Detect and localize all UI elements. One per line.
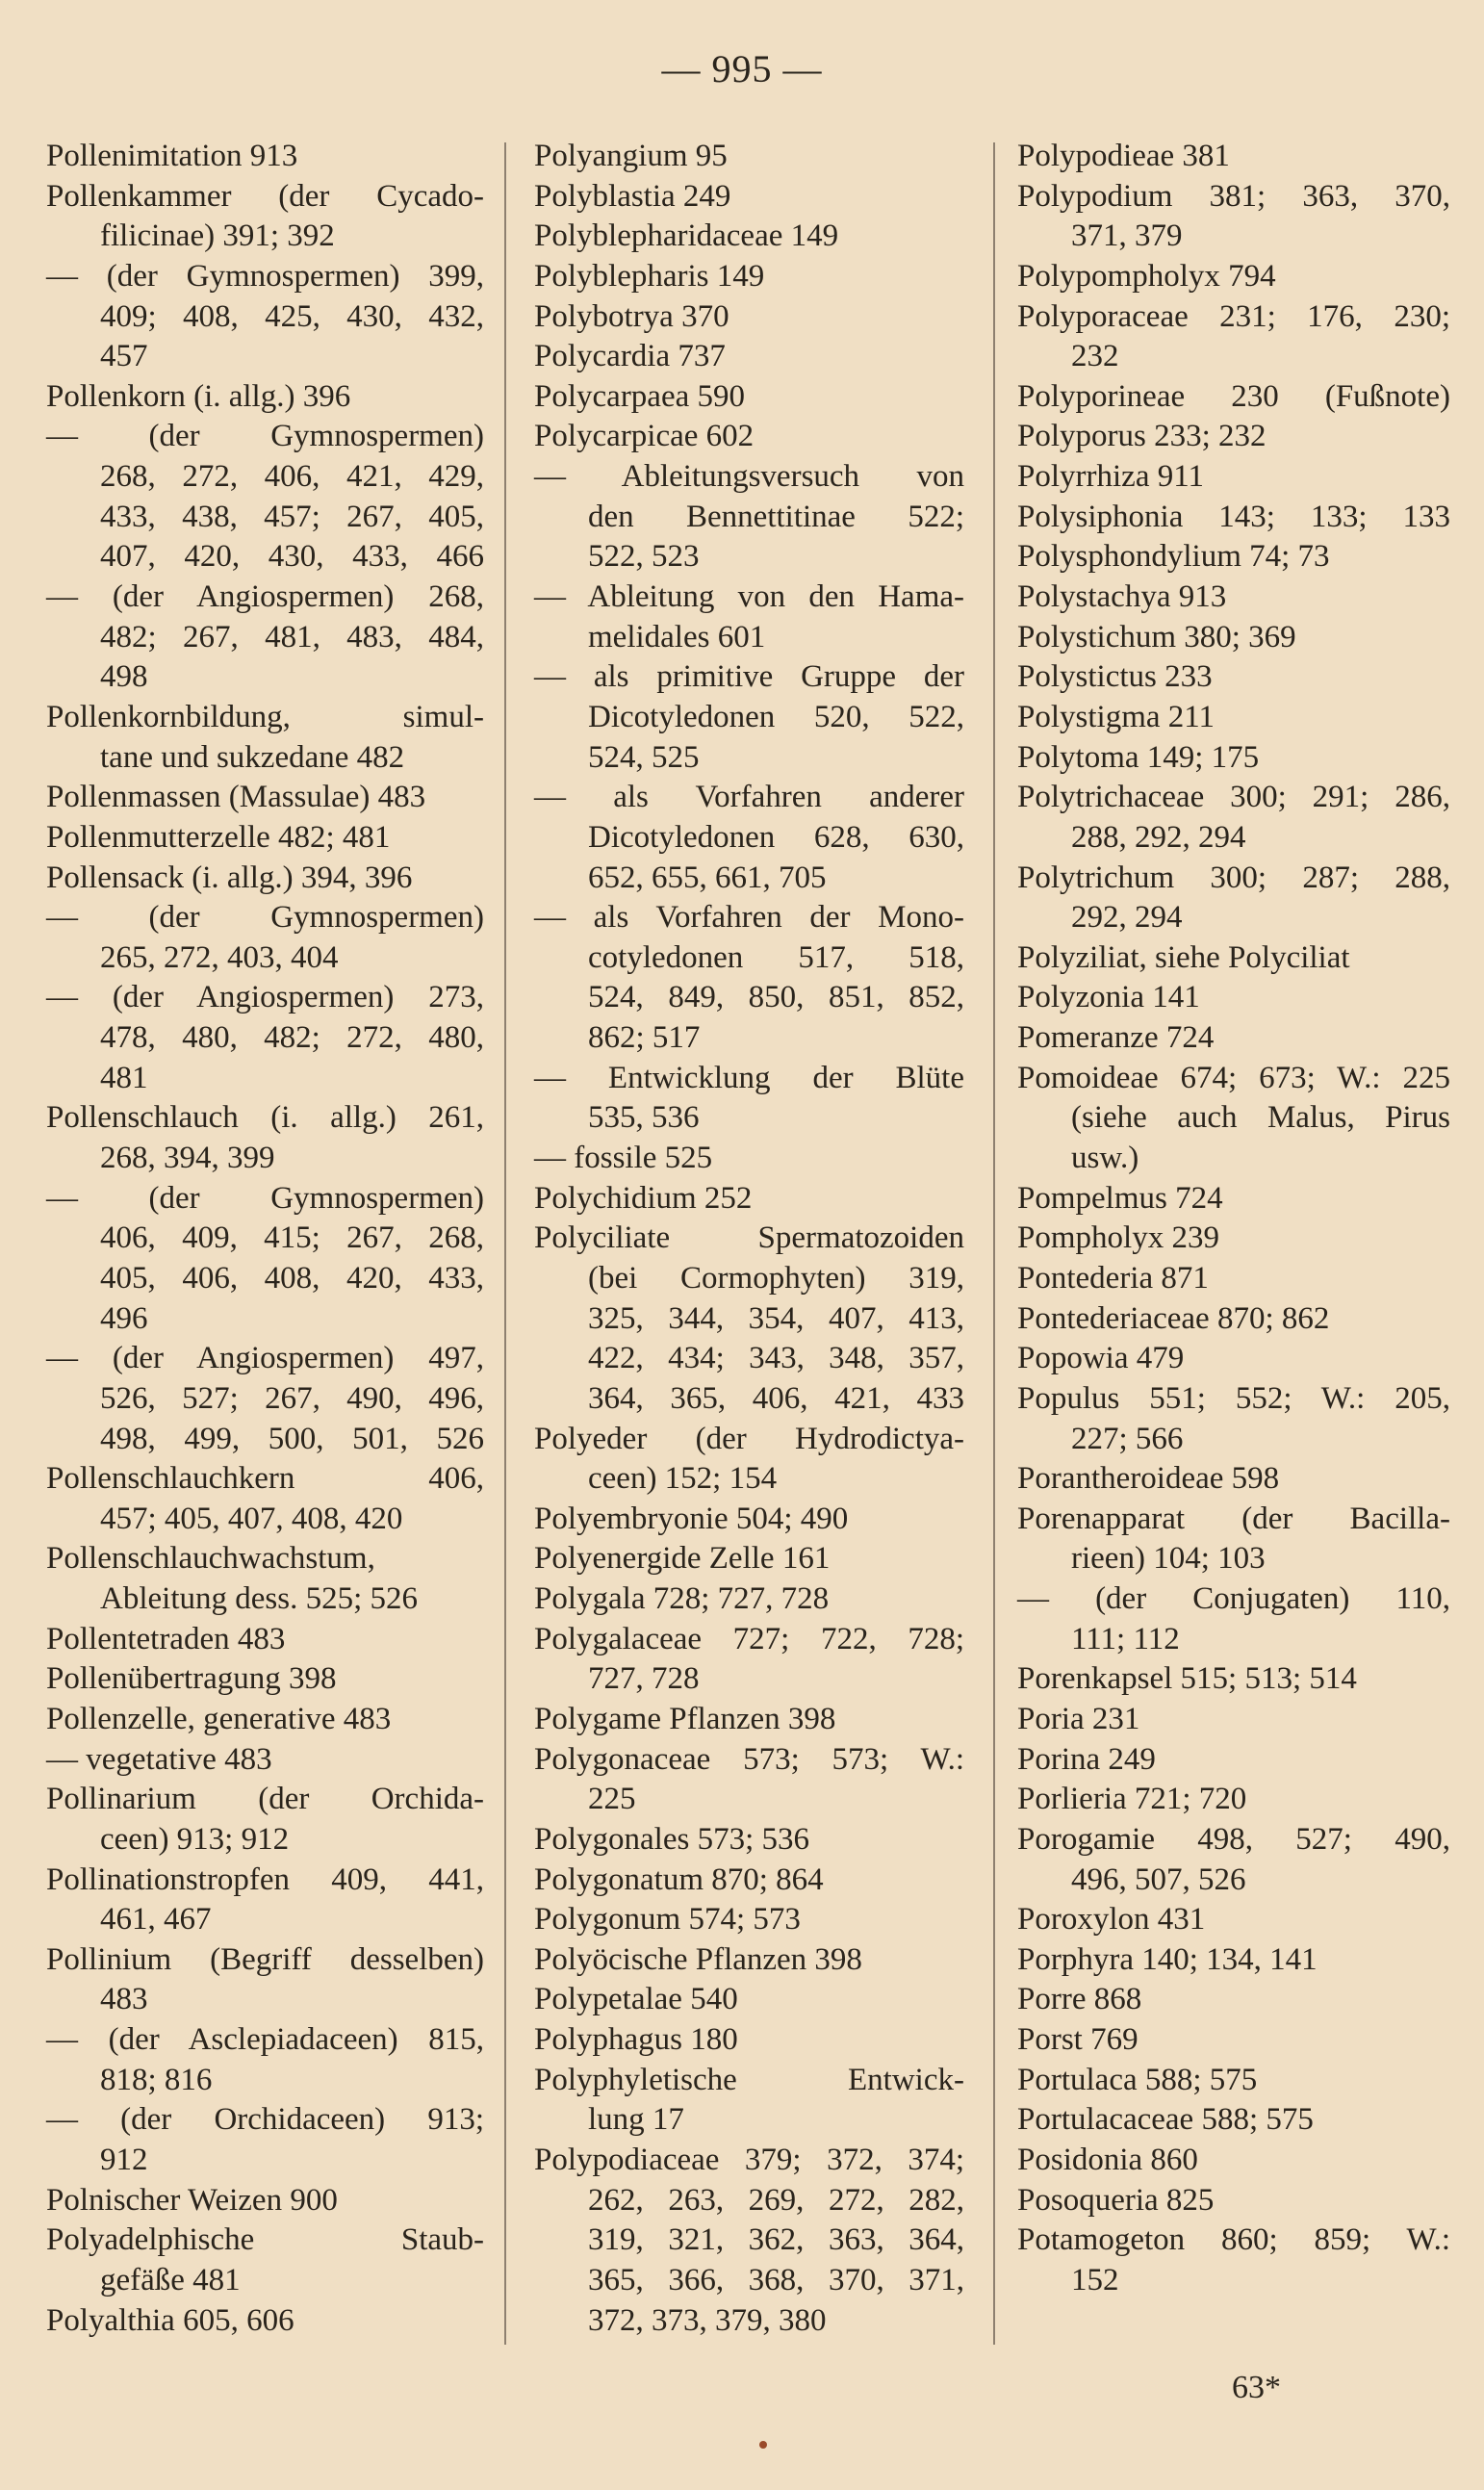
index-line: 912: [100, 2143, 148, 2178]
index-line: Pollenzelle, generative 483: [46, 1701, 392, 1736]
index-line: ceen) 913; 912: [100, 1821, 290, 1857]
index-line: 225: [588, 1782, 636, 1817]
index-line: 727, 728: [588, 1661, 700, 1697]
index-line: 364, 365, 406, 421, 433: [588, 1380, 964, 1416]
index-line: 862; 517: [588, 1020, 701, 1056]
index-line: — als Vorfahren der Mono-: [534, 900, 964, 936]
index-line: Polypodieae 381: [1017, 139, 1230, 173]
index-line: Polygame Pflanzen 398: [534, 1701, 836, 1736]
index-line: Polyciliate Spermatozoiden: [534, 1220, 964, 1256]
index-line: 524, 849, 850, 851, 852,: [588, 980, 964, 1015]
index-line: 232: [1071, 339, 1119, 374]
index-line: Posidonia 860: [1017, 2143, 1198, 2178]
index-line: — (der Gymnospermen): [46, 1180, 484, 1216]
index-line: 292, 294: [1071, 900, 1183, 936]
index-column-2: [534, 137, 964, 2341]
index-line: Polypodium 381; 363, 370,: [1017, 178, 1450, 214]
index-line: Pollenkorn (i. allg.) 396: [46, 378, 351, 414]
ink-speck: [759, 2441, 767, 2449]
index-line: Polygonum 574; 573: [534, 1902, 801, 1938]
index-line: 461, 467: [100, 1902, 212, 1938]
index-line: — (der Gymnospermen): [46, 900, 484, 936]
sheet-signature: 63*: [1232, 2370, 1281, 2405]
index-line: 268, 394, 399: [100, 1141, 275, 1176]
index-column-3: [1017, 137, 1450, 2301]
index-line: Pontederia 871: [1017, 1260, 1209, 1296]
index-line: 111; 112: [1071, 1621, 1180, 1656]
index-line: Polnischer Weizen 900: [46, 2182, 338, 2218]
index-line: rieen) 104; 103: [1071, 1541, 1266, 1577]
index-line: Polygonatum 870; 864: [534, 1861, 824, 1897]
index-line: 365, 366, 368, 370, 371,: [588, 2262, 964, 2297]
index-line: 457; 405, 407, 408, 420: [100, 1501, 403, 1536]
index-line: Polytrichum 300; 287; 288,: [1017, 860, 1450, 895]
index-line: 496, 507, 526: [1071, 1861, 1246, 1897]
index-line: 818; 816: [100, 2062, 213, 2097]
index-line: 265, 272, 403, 404: [100, 939, 339, 975]
index-line: Polyporus 233; 232: [1017, 419, 1267, 454]
index-line: Pollentetraden 483: [46, 1621, 286, 1656]
index-line: Pollenimitation 913: [46, 139, 298, 173]
index-line: — (der Gymnospermen) 399,: [46, 258, 484, 294]
index-line: filicinae) 391; 392: [100, 218, 335, 254]
index-line: Pollinationstropfen 409, 441,: [46, 1861, 484, 1897]
index-line: 409; 408, 425, 430, 432,: [100, 298, 484, 334]
index-line: Pompelmus 724: [1017, 1180, 1223, 1216]
index-line: Polychidium 252: [534, 1180, 753, 1216]
index-line: — Ableitung von den Hama-: [534, 579, 964, 615]
index-line: Pollinarium (der Orchida-: [46, 1782, 484, 1817]
index-line: Populus 551; 552; W.: 205,: [1017, 1380, 1450, 1416]
index-line: — (der Angiospermen) 273,: [46, 980, 484, 1015]
index-line: Polycardia 737: [534, 339, 726, 374]
index-line: Polycarpicae 602: [534, 419, 755, 454]
index-line: 152: [1071, 2262, 1119, 2297]
index-line: 483: [100, 1982, 148, 2017]
index-line: Pollenübertragung 398: [46, 1661, 337, 1697]
index-line: Polytrichaceae 300; 291; 286,: [1017, 780, 1450, 815]
index-line: Pollenmassen (Massulae) 483: [46, 780, 426, 815]
index-line: Porre 868: [1017, 1982, 1142, 2017]
index-line: Polypetalae 540: [534, 1982, 738, 2017]
index-line: Porogamie 498, 527; 490,: [1017, 1821, 1450, 1857]
index-line: Porst 769: [1017, 2022, 1139, 2058]
index-line: 371, 379: [1071, 218, 1183, 254]
index-line: 227; 566: [1071, 1421, 1184, 1456]
index-line: — (der Orchidaceen) 913;: [46, 2102, 484, 2138]
index-line: Pollenmutterzelle 482; 481: [46, 819, 391, 855]
index-line: Polytoma 149; 175: [1017, 739, 1260, 775]
index-line: Polyblastia 249: [534, 178, 731, 214]
index-line: 522, 523: [588, 539, 700, 575]
index-line: Pomeranze 724: [1017, 1020, 1215, 1056]
index-line: Dicotyledonen 520, 522,: [588, 699, 964, 734]
index-line: 457: [100, 339, 148, 374]
index-line: 433, 438, 457; 267, 405,: [100, 499, 484, 534]
index-line: Polyangium 95: [534, 139, 728, 173]
index-line: Ableitung dess. 525; 526: [100, 1581, 418, 1617]
index-line: Posoqueria 825: [1017, 2182, 1215, 2218]
index-line: Pomoideae 674; 673; W.: 225: [1017, 1060, 1450, 1095]
index-line: Polyblepharis 149: [534, 258, 765, 294]
index-line: 319, 321, 362, 363, 364,: [588, 2222, 964, 2258]
index-line: — Entwicklung der Blüte: [534, 1060, 964, 1095]
index-line: — (der Gymnospermen): [46, 419, 484, 454]
index-line: Pollenkornbildung, simul-: [46, 699, 484, 734]
index-line: Pontederiaceae 870; 862: [1017, 1300, 1330, 1336]
index-line: — fossile 525: [534, 1141, 713, 1176]
index-line: Polysiphonia 143; 133; 133: [1017, 499, 1450, 534]
index-line: 535, 536: [588, 1100, 700, 1136]
index-line: Polyadelphische Staub-: [46, 2222, 484, 2258]
index-line: Pollinium (Begriff desselben): [46, 1941, 484, 1977]
index-line: Polycarpaea 590: [534, 378, 745, 414]
index-line: Pollenschlauchwachstum,: [46, 1541, 375, 1577]
index-line: — (der Asclepiadaceen) 815,: [46, 2022, 484, 2058]
index-line: Polyporineae 230 (Fußnote): [1017, 378, 1450, 414]
index-line: Polyembryonie 504; 490: [534, 1501, 849, 1536]
index-line: Polystichum 380; 369: [1017, 619, 1296, 655]
index-line: Porenkapsel 515; 513; 514: [1017, 1661, 1357, 1697]
index-line: Pollenschlauchkern 406,: [46, 1461, 484, 1497]
index-line: 262, 263, 269, 272, 282,: [588, 2182, 964, 2218]
index-line: — als Vorfahren anderer: [534, 780, 964, 815]
column-rule: [504, 142, 506, 2345]
index-line: 652, 655, 661, 705: [588, 860, 827, 895]
index-line: 288, 292, 294: [1071, 819, 1246, 855]
index-line: Polyzonia 141: [1017, 980, 1200, 1015]
index-line: Polygonaceae 573; 573; W.:: [534, 1741, 964, 1777]
index-line: tane und sukzedane 482: [100, 739, 405, 775]
index-line: Polysphondylium 74; 73: [1017, 539, 1330, 575]
index-line: Pollenschlauch (i. allg.) 261,: [46, 1100, 484, 1136]
index-line: Porina 249: [1017, 1741, 1156, 1777]
index-line: 422, 434; 343, 348, 357,: [588, 1341, 964, 1376]
index-line: 481: [100, 1060, 148, 1095]
index-line: 406, 409, 415; 267, 268,: [100, 1220, 484, 1256]
index-line: 405, 406, 408, 420, 433,: [100, 1260, 484, 1296]
index-line: Pollenkammer (der Cycado-: [46, 178, 484, 214]
index-line: — (der Angiospermen) 268,: [46, 579, 484, 615]
index-line: Polystigma 211: [1017, 699, 1215, 734]
index-line: Portulaca 588; 575: [1017, 2062, 1258, 2097]
index-line: Porlieria 721; 720: [1017, 1782, 1247, 1817]
index-line: 268, 272, 406, 421, 429,: [100, 459, 484, 495]
index-line: Polypodiaceae 379; 372, 374;: [534, 2143, 964, 2178]
index-line: den Bennettitinae 522;: [588, 499, 964, 534]
index-line: Polygalaceae 727; 722, 728;: [534, 1621, 964, 1656]
index-line: Potamogeton 860; 859; W.:: [1017, 2222, 1450, 2258]
index-line: Polystachya 913: [1017, 579, 1227, 615]
index-line: — Ableitungsversuch von: [534, 459, 964, 495]
index-line: 372, 373, 379, 380: [588, 2302, 827, 2338]
index-line: melidales 601: [588, 619, 766, 655]
index-line: 498, 499, 500, 501, 526: [100, 1421, 484, 1456]
index-line: Polyöcische Pflanzen 398: [534, 1941, 862, 1977]
index-line: Polyenergide Zelle 161: [534, 1541, 831, 1577]
index-line: Polyrrhiza 911: [1017, 459, 1204, 495]
index-line: 524, 525: [588, 739, 700, 775]
index-line: Poria 231: [1017, 1701, 1140, 1736]
index-column-1: [46, 137, 484, 2341]
index-line: (siehe auch Malus, Pirus: [1071, 1100, 1450, 1136]
page-number: — 995 —: [661, 47, 823, 90]
index-line: Polystictus 233: [1017, 659, 1213, 695]
index-line: Portulacaceae 588; 575: [1017, 2102, 1314, 2138]
column-rule: [993, 142, 995, 2345]
index-line: — vegetative 483: [46, 1741, 272, 1777]
index-line: 526, 527; 267, 490, 496,: [100, 1380, 484, 1416]
index-line: Porantheroideae 598: [1017, 1461, 1280, 1497]
index-line: Polyphyletische Entwick-: [534, 2062, 964, 2097]
index-line: (bei Cormophyten) 319,: [588, 1260, 964, 1296]
index-line: 482; 267, 481, 483, 484,: [100, 619, 484, 655]
index-line: Popowia 479: [1017, 1341, 1185, 1376]
index-line: — als primitive Gruppe der: [534, 659, 964, 695]
index-line: usw.): [1071, 1141, 1139, 1176]
index-line: Pollensack (i. allg.) 394, 396: [46, 860, 413, 895]
index-line: lung 17: [588, 2102, 684, 2138]
index-line: Polyblepharidaceae 149: [534, 218, 839, 254]
index-line: Dicotyledonen 628, 630,: [588, 819, 964, 855]
index-line: Porenapparat (der Bacilla-: [1017, 1501, 1450, 1536]
index-line: — (der Conjugaten) 110,: [1017, 1581, 1450, 1617]
index-line: 478, 480, 482; 272, 480,: [100, 1020, 484, 1056]
index-line: Poroxylon 431: [1017, 1902, 1206, 1938]
index-line: Pompholyx 239: [1017, 1220, 1219, 1256]
index-line: Polyziliat, siehe Polyciliat: [1017, 939, 1350, 975]
index-line: ceen) 152; 154: [588, 1461, 778, 1497]
index-line: Polypompholyx 794: [1017, 258, 1276, 294]
index-line: Polyalthia 605, 606: [46, 2302, 294, 2338]
index-line: cotyledonen 517, 518,: [588, 939, 964, 975]
index-line: — (der Angiospermen) 497,: [46, 1341, 484, 1376]
index-line: Polygonales 573; 536: [534, 1821, 809, 1857]
index-line: Polybotrya 370: [534, 298, 729, 334]
index-line: Polyphagus 180: [534, 2022, 738, 2058]
index-line: 407, 420, 430, 433, 466: [100, 539, 484, 575]
index-line: Polygala 728; 727, 728: [534, 1581, 830, 1617]
index-line: 325, 344, 354, 407, 413,: [588, 1300, 964, 1336]
index-line: Porphyra 140; 134, 141: [1017, 1941, 1318, 1977]
index-line: 496: [100, 1300, 148, 1336]
index-line: Polyporaceae 231; 176, 230;: [1017, 298, 1450, 334]
index-line: Polyeder (der Hydrodictya-: [534, 1421, 964, 1456]
index-line: gefäße 481: [100, 2262, 241, 2297]
index-line: 498: [100, 659, 148, 695]
